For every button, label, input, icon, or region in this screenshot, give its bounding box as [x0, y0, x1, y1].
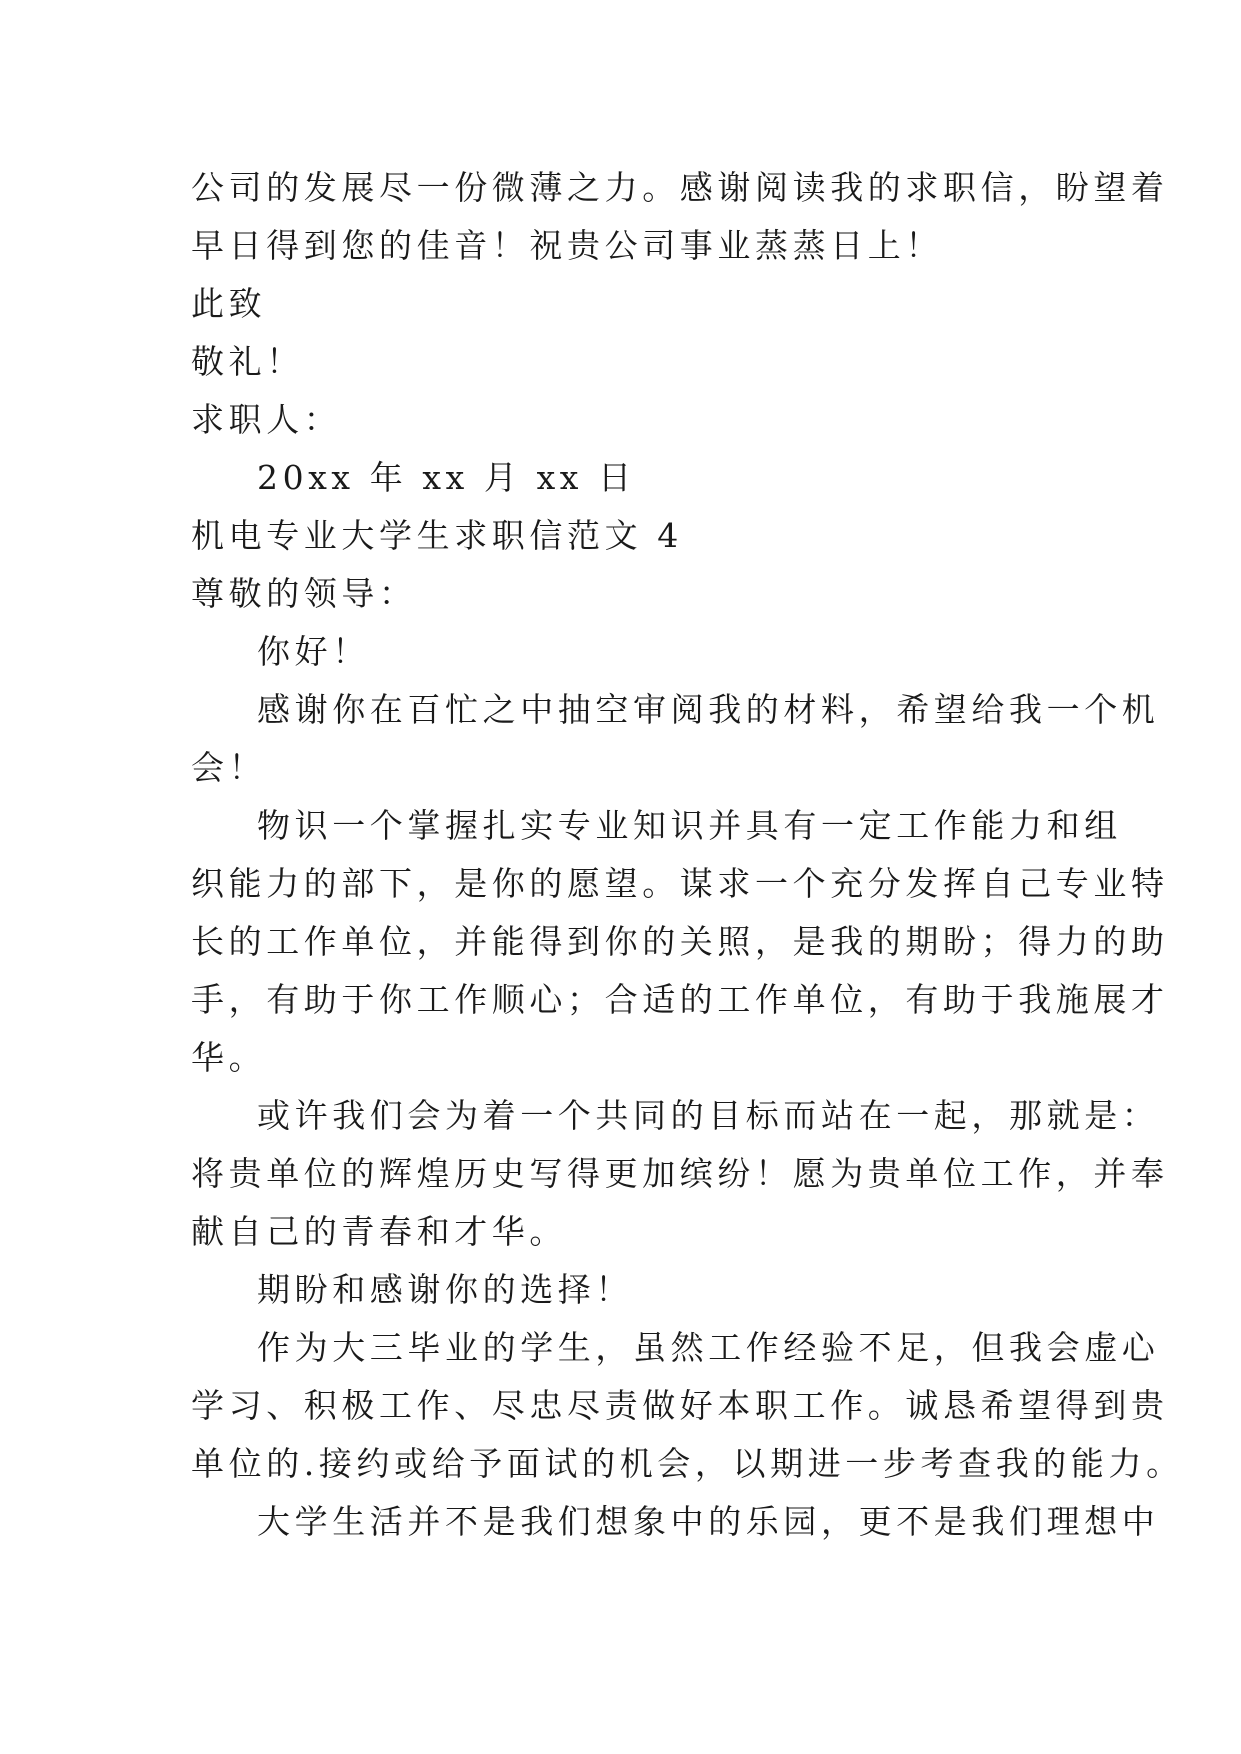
body-line: 期盼和感谢你的选择！ [257, 1270, 633, 1309]
date-line: 20xx 年 xx 月 xx 日 [257, 458, 636, 497]
body-line: 单位的.接约或给予面试的机会，以期进一步考查我的能力。 [191, 1444, 1184, 1483]
body-line: 手，有助于你工作顺心；合适的工作单位，有助于我施展才 [191, 980, 1169, 1019]
body-line: 作为大三毕业的学生，虽然工作经验不足，但我会虚心 [257, 1328, 1160, 1367]
body-line: 大学生活并不是我们想象中的乐园，更不是我们理想中 [257, 1502, 1160, 1541]
body-line: 献自己的青春和才华。 [191, 1212, 567, 1251]
body-line: 你好！ [257, 632, 370, 671]
body-line: 织能力的部下，是你的愿望。谋求一个充分发挥自己专业特 [191, 864, 1169, 903]
body-line: 感谢你在百忙之中抽空审阅我的材料，希望给我一个机 [257, 690, 1160, 729]
body-line: 将贵单位的辉煌历史写得更加缤纷！愿为贵单位工作，并奉 [191, 1154, 1169, 1193]
closing-regards: 敬礼！ [191, 342, 304, 381]
body-line: 会！ [191, 748, 267, 787]
body-line: 长的工作单位，并能得到你的关照，是我的期盼；得力的助 [191, 922, 1169, 961]
body-line: 公司的发展尽一份微薄之力。感谢阅读我的求职信，盼望着 [191, 168, 1169, 207]
signature-label: 求职人： [191, 400, 342, 439]
body-line: 物识一个掌握扎实专业知识并具有一定工作能力和组 [257, 806, 1122, 845]
body-line: 华。 [191, 1038, 267, 1077]
closing-salutation: 此致 [191, 284, 267, 323]
greeting: 尊敬的领导： [191, 574, 417, 613]
section-title: 机电专业大学生求职信范文 4 [191, 516, 683, 555]
body-line: 学习、积极工作、尽忠尽责做好本职工作。诚恳希望得到贵 [191, 1386, 1169, 1425]
body-line: 或许我们会为着一个共同的目标而站在一起，那就是： [257, 1096, 1160, 1135]
body-line: 早日得到您的佳音！祝贵公司事业蒸蒸日上！ [191, 226, 943, 265]
